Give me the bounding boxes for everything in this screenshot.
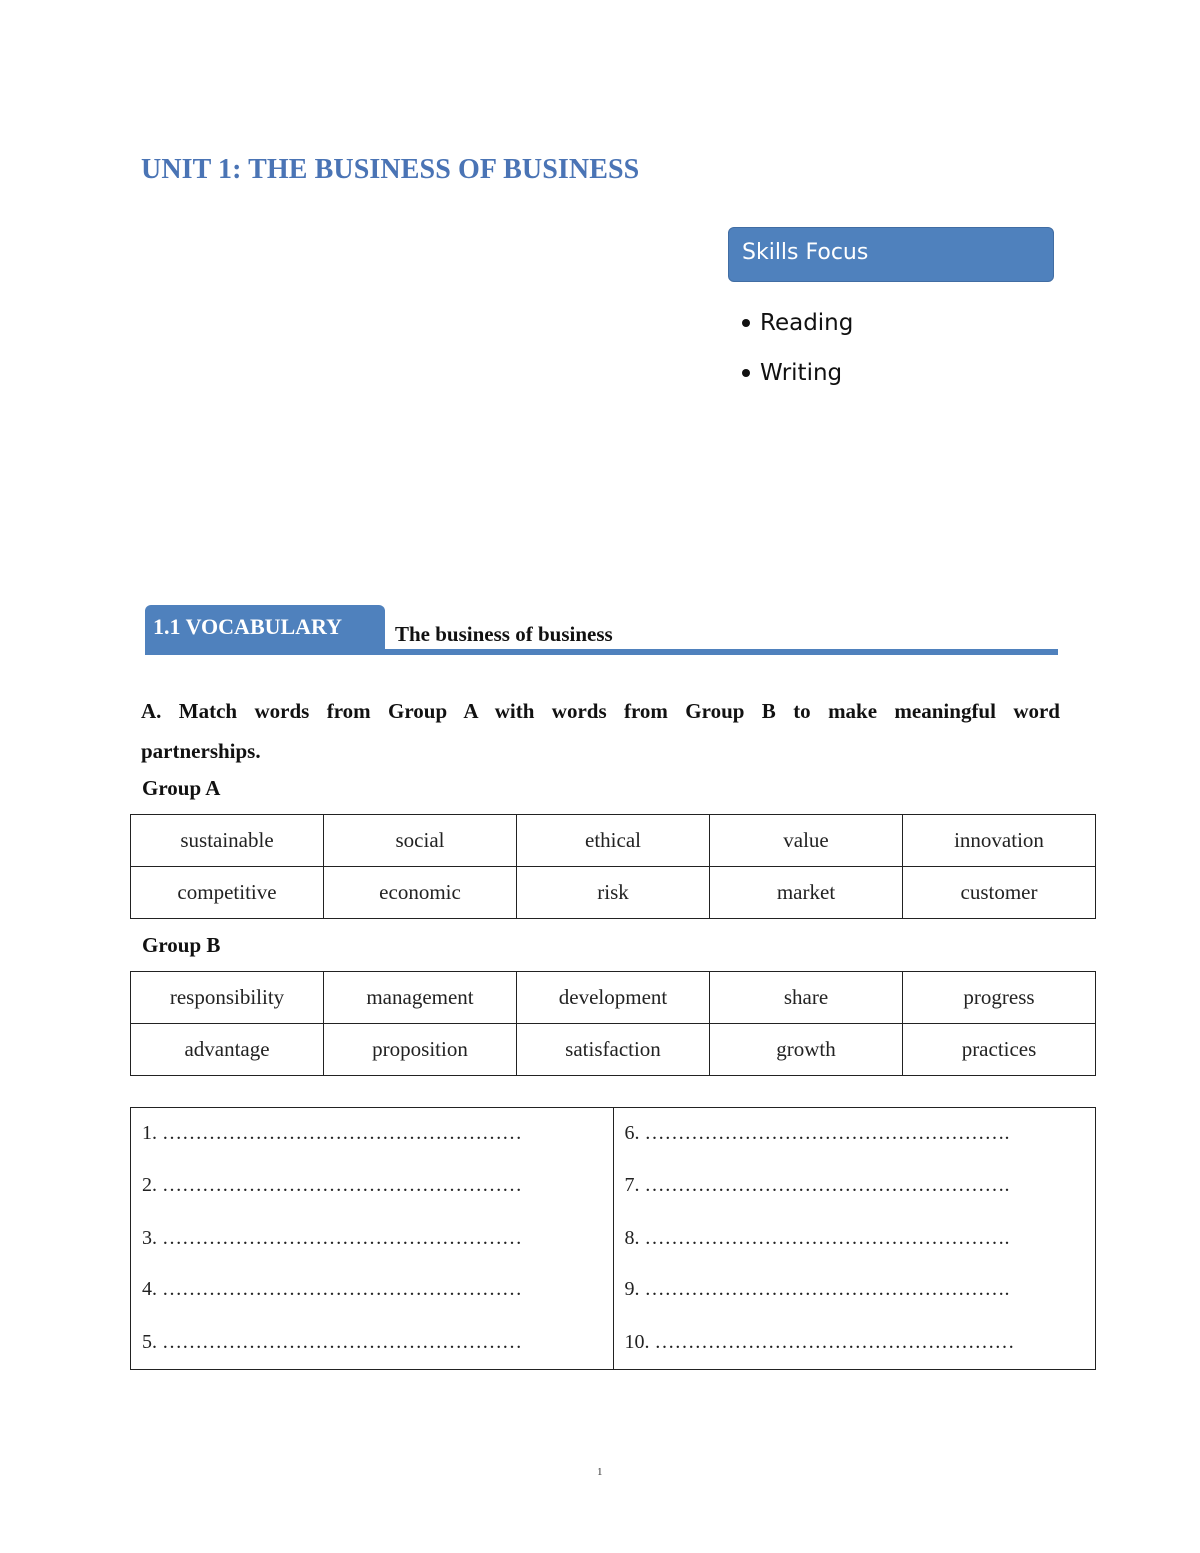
- skills-list: [738, 298, 853, 398]
- word-cell: market: [710, 867, 903, 919]
- section-tab: [145, 605, 385, 649]
- skills-focus-header: [728, 227, 1054, 282]
- word-cell: proposition: [324, 1024, 517, 1076]
- answer-line-10[interactable]: 10. ………………………………………………: [624, 1331, 1015, 1353]
- answer-box: [130, 1107, 1096, 1370]
- word-cell: advantage: [131, 1024, 324, 1076]
- group-a-label: Group A: [142, 776, 221, 800]
- skill-item-reading: Reading: [738, 298, 853, 348]
- section-subtitle: The business of business: [395, 622, 613, 646]
- word-cell: risk: [517, 867, 710, 919]
- answer-line-4[interactable]: 4. ………………………………………………: [142, 1278, 522, 1300]
- word-cell: sustainable: [131, 815, 324, 867]
- word-cell: progress: [903, 972, 1096, 1024]
- table-row: [131, 815, 1096, 867]
- answer-line-3[interactable]: 3. ………………………………………………: [142, 1227, 522, 1249]
- group-b-label: Group B: [142, 933, 221, 957]
- word-cell: management: [324, 972, 517, 1024]
- word-cell: practices: [903, 1024, 1096, 1076]
- table-row: [131, 1024, 1096, 1076]
- page-number: 1: [597, 1466, 603, 1478]
- answer-line-8[interactable]: 8. ……………………………………………….: [624, 1227, 1010, 1249]
- answer-line-5[interactable]: 5. ………………………………………………: [142, 1331, 522, 1353]
- word-cell: responsibility: [131, 972, 324, 1024]
- exercise-instruction: A. Match words from Group A with words from Group B to make meaningful word partnerships.: [141, 699, 1060, 763]
- word-cell: economic: [324, 867, 517, 919]
- word-cell: social: [324, 815, 517, 867]
- word-cell: competitive: [131, 867, 324, 919]
- skill-item-writing: Writing: [738, 348, 853, 398]
- word-cell: value: [710, 815, 903, 867]
- word-cell: ethical: [517, 815, 710, 867]
- answer-line-7[interactable]: 7. ……………………………………………….: [624, 1174, 1010, 1196]
- bullet-icon: [742, 369, 750, 377]
- unit-title: UNIT 1: THE BUSINESS OF BUSINESS: [141, 154, 640, 185]
- group-a-table: [130, 814, 1096, 919]
- word-cell: share: [710, 972, 903, 1024]
- table-row: [131, 867, 1096, 919]
- bullet-icon: [742, 319, 750, 327]
- table-row: [131, 972, 1096, 1024]
- answer-line-2[interactable]: 2. ………………………………………………: [142, 1174, 522, 1196]
- answer-column-left: [131, 1108, 613, 1369]
- word-cell: satisfaction: [517, 1024, 710, 1076]
- answer-column-right: [613, 1108, 1096, 1369]
- section-divider: [145, 649, 1058, 655]
- word-cell: customer: [903, 867, 1096, 919]
- answer-line-1[interactable]: 1. ………………………………………………: [142, 1122, 522, 1144]
- section-tab-label: 1.1 VOCABULARY: [153, 614, 343, 639]
- word-cell: innovation: [903, 815, 1096, 867]
- skills-focus-label: Skills Focus: [742, 240, 869, 265]
- group-b-table: [130, 971, 1096, 1076]
- answer-line-6[interactable]: 6. ……………………………………………….: [624, 1122, 1010, 1144]
- answer-line-9[interactable]: 9. ……………………………………………….: [624, 1278, 1010, 1300]
- word-cell: development: [517, 972, 710, 1024]
- word-cell: growth: [710, 1024, 903, 1076]
